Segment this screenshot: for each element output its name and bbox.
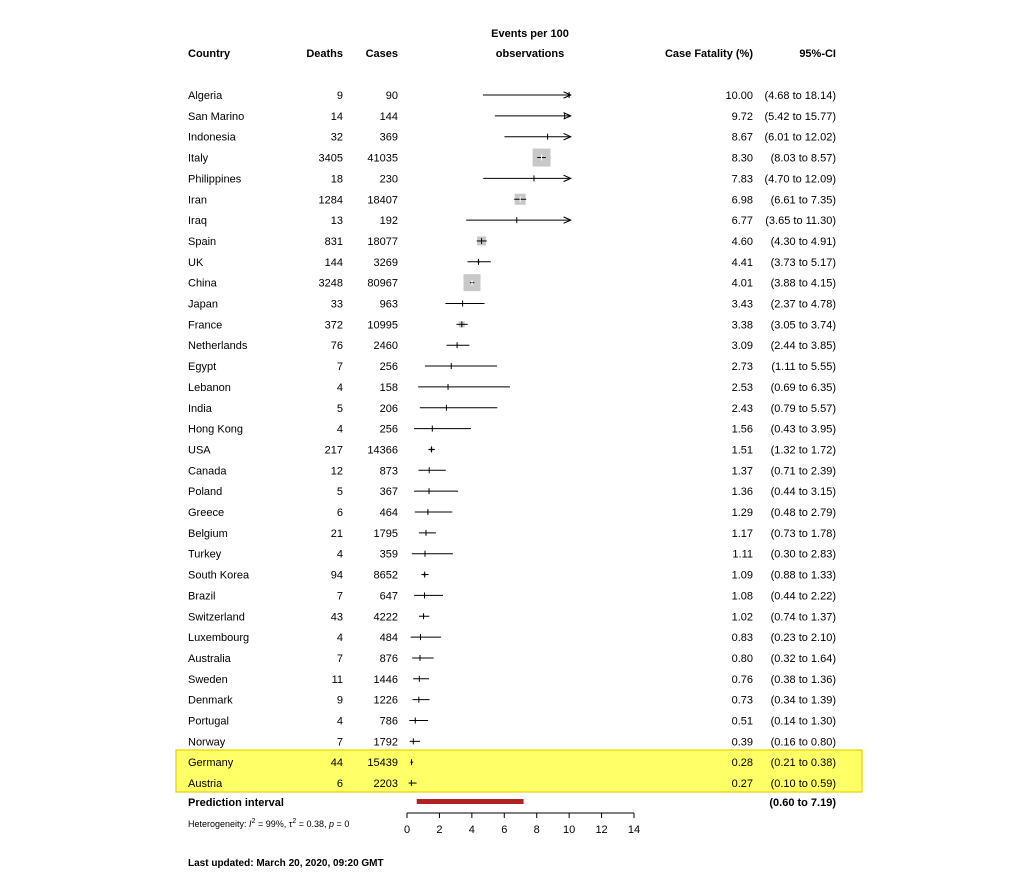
study-row (188, 319, 836, 331)
cases-value: 18407 (367, 194, 398, 207)
deaths-value: 4 (336, 632, 343, 645)
deaths-value: 13 (330, 215, 343, 228)
country-label: Portugal (188, 715, 229, 728)
country-label: UK (188, 256, 204, 269)
header-country: Country (188, 48, 231, 60)
country-label: Germany (188, 757, 234, 770)
deaths-value: 7 (336, 361, 343, 374)
study-row (188, 274, 836, 291)
x-tick-label: 0 (403, 824, 411, 836)
country-label: San Marino (188, 110, 245, 123)
ci-value: (4.30 to 4.91) (770, 235, 836, 248)
study-row (188, 215, 836, 227)
deaths-value: 9 (336, 694, 343, 707)
cases-value: 158 (379, 381, 398, 394)
cfr-value: 2.53 (731, 381, 753, 394)
ci-value: (6.01 to 12.02) (764, 131, 836, 144)
study-row (188, 736, 836, 748)
deaths-value: 11 (331, 673, 343, 686)
ci-value: (8.03 to 8.57) (770, 152, 836, 165)
country-label: Australia (188, 652, 231, 665)
header-axis-line2: observations (495, 48, 565, 60)
country-label: China (188, 277, 217, 290)
cases-value: 144 (379, 110, 398, 123)
study-row (188, 173, 836, 185)
x-tick-label: 6 (501, 824, 508, 836)
study-row (188, 361, 836, 373)
ci-value: (0.69 to 6.35) (770, 381, 836, 394)
last-updated: Last updated: March 20, 2020, 09:20 GMT (188, 858, 384, 869)
study-row (188, 486, 836, 498)
cfr-value: 4.60 (731, 235, 753, 248)
study-row (188, 132, 836, 144)
cfr-value: 1.51 (731, 444, 753, 457)
cfr-value: 6.98 (731, 194, 753, 207)
country-label: Sweden (188, 673, 228, 686)
cases-value: 786 (379, 715, 398, 728)
ci-value: (0.44 to 2.22) (770, 590, 836, 603)
cfr-value: 4.01 (731, 277, 753, 290)
ci-value: (5.42 to 15.77) (764, 110, 836, 123)
deaths-value: 43 (330, 611, 343, 624)
deaths-value: 7 (336, 590, 343, 603)
highlight-band (176, 750, 862, 792)
country-label: Switzerland (188, 611, 245, 624)
deaths-value: 6 (336, 507, 343, 519)
cases-value: 90 (385, 90, 398, 102)
country-label: Iraq (188, 215, 207, 228)
ci-value: (1.11 to 5.55) (771, 361, 836, 374)
ci-value: (0.48 to 2.79) (770, 507, 836, 519)
cases-value: 3269 (373, 256, 398, 269)
cases-value: 873 (379, 465, 398, 478)
cases-value: 464 (379, 507, 398, 519)
deaths-value: 12 (330, 465, 343, 478)
cfr-value: 2.43 (731, 402, 753, 415)
ci-value: (2.44 to 3.85) (770, 340, 836, 353)
ci-value: (0.23 to 2.10) (770, 632, 836, 645)
cfr-value: 1.02 (731, 611, 753, 624)
study-row (188, 507, 836, 519)
cfr-value: 3.43 (731, 298, 753, 311)
country-label: Indonesia (188, 131, 236, 144)
cases-value: 41035 (367, 152, 398, 165)
study-row (188, 194, 836, 207)
cases-value: 1226 (373, 694, 398, 707)
study-row (188, 257, 836, 269)
cfr-value: 1.29 (731, 507, 753, 519)
ci-value: (0.38 to 1.36) (770, 673, 836, 686)
cfr-value: 0.28 (731, 757, 753, 770)
deaths-value: 7 (336, 652, 343, 665)
study-row (188, 674, 836, 686)
cfr-value: 9.72 (731, 110, 753, 123)
cfr-value: 1.11 (732, 548, 753, 561)
country-label: Denmark (188, 694, 233, 707)
ci-value: (3.88 to 4.15) (770, 277, 836, 290)
study-row (188, 570, 836, 582)
study-row (188, 149, 836, 167)
country-label: France (188, 319, 223, 332)
deaths-value: 6 (336, 778, 343, 791)
study-row (188, 549, 836, 561)
deaths-value: 4 (336, 715, 343, 728)
country-label: Japan (188, 298, 218, 311)
ci-value: (0.21 to 0.38) (770, 757, 836, 770)
cases-value: 1446 (373, 673, 398, 686)
study-row (188, 444, 836, 456)
ci-value: (4.68 to 18.14) (764, 90, 836, 102)
study-row (188, 590, 836, 602)
ci-value: (6.61 to 7.35) (770, 194, 836, 207)
country-label: Egypt (188, 361, 217, 374)
ci-value: (0.79 to 5.57) (770, 402, 836, 415)
country-label: Algeria (188, 90, 223, 102)
study-row (188, 465, 836, 477)
deaths-value: 831 (324, 235, 343, 248)
country-label: USA (188, 444, 211, 457)
header-ci: 95%-CI (799, 48, 836, 60)
cases-value: 230 (379, 173, 398, 186)
deaths-value: 5 (336, 402, 343, 415)
ci-value: (0.10 to 0.59) (770, 778, 836, 791)
ci-value: (3.05 to 3.74) (770, 319, 836, 332)
cfr-value: 1.37 (731, 465, 753, 478)
deaths-value: 372 (324, 319, 343, 332)
x-tick-label: 12 (595, 824, 608, 836)
cfr-value: 3.38 (731, 319, 753, 332)
study-row (188, 299, 836, 311)
cfr-value: 1.08 (731, 590, 753, 603)
deaths-value: 5 (336, 486, 343, 499)
study-row (188, 111, 836, 123)
cfr-value: 2.73 (731, 361, 753, 374)
header-axis-line1: Events per 100 (491, 28, 569, 40)
cases-value: 1792 (373, 736, 398, 749)
x-axis (404, 813, 640, 836)
study-row (188, 382, 836, 394)
x-tick-label: 4 (468, 824, 475, 836)
cases-value: 8652 (373, 569, 398, 582)
deaths-value: 4 (336, 381, 343, 394)
x-tick-label: 2 (436, 824, 443, 836)
ci-value: (0.74 to 1.37) (770, 611, 836, 624)
deaths-value: 7 (336, 736, 343, 749)
cfr-value: 8.67 (731, 131, 753, 144)
study-row (188, 424, 836, 436)
cases-value: 4222 (373, 611, 398, 624)
cfr-value: 7.83 (731, 173, 753, 186)
header-cfr: Case Fatality (%) (664, 48, 753, 60)
cases-value: 2460 (373, 340, 398, 353)
cfr-value: 1.09 (731, 569, 753, 582)
x-tick-label: 14 (627, 824, 641, 836)
cases-value: 192 (379, 215, 398, 228)
deaths-value: 3248 (318, 277, 343, 290)
deaths-value: 144 (324, 256, 343, 269)
country-label: Philippines (188, 173, 242, 186)
deaths-value: 4 (336, 423, 343, 436)
cases-value: 14366 (367, 444, 398, 457)
study-row (188, 236, 836, 248)
deaths-value: 94 (330, 569, 343, 582)
ci-value: (1.32 to 1.72) (770, 444, 836, 457)
country-label: Poland (188, 486, 223, 499)
prediction-interval-label: Prediction interval (188, 797, 284, 809)
deaths-value: 33 (330, 298, 343, 311)
cases-value: 369 (379, 131, 398, 144)
country-label: India (188, 402, 212, 415)
study-row (188, 611, 836, 623)
ci-value: (0.73 to 1.78) (770, 527, 836, 540)
country-label: South Korea (188, 569, 250, 582)
country-label: Luxembourg (188, 632, 250, 645)
ci-value: (0.43 to 3.95) (770, 423, 836, 436)
study-row (188, 90, 836, 102)
cfr-value: 0.80 (731, 652, 753, 665)
deaths-value: 21 (330, 527, 343, 540)
cases-value: 80967 (367, 277, 398, 290)
cfr-value: 1.17 (731, 527, 753, 540)
prediction-interval-ci: (0.60 to 7.19) (769, 797, 836, 809)
cases-value: 256 (379, 423, 398, 436)
country-label: Iran (188, 194, 207, 207)
deaths-value: 4 (336, 548, 343, 561)
ci-value: (0.44 to 3.15) (770, 486, 836, 499)
deaths-value: 9 (336, 90, 343, 102)
cases-value: 1795 (373, 527, 398, 540)
x-tick-label: 10 (563, 824, 576, 836)
country-label: Hong Kong (188, 423, 244, 436)
cases-value: 256 (379, 361, 398, 374)
cases-value: 10995 (367, 319, 398, 332)
study-row (188, 716, 836, 728)
cases-value: 876 (379, 652, 398, 665)
deaths-value: 3405 (318, 152, 343, 165)
cfr-value: 3.09 (731, 340, 753, 353)
country-label: Greece (188, 507, 225, 519)
cfr-value: 6.77 (731, 215, 753, 228)
cfr-value: 0.83 (731, 632, 753, 645)
cases-value: 206 (379, 402, 398, 415)
cases-value: 359 (379, 548, 398, 561)
ci-value: (0.30 to 2.83) (770, 548, 836, 561)
header-cases: Cases (365, 48, 398, 60)
deaths-value: 32 (330, 131, 343, 144)
country-label: Austria (188, 778, 223, 791)
cfr-value: 0.27 (731, 778, 753, 791)
cfr-value: 0.51 (731, 715, 753, 728)
study-row (188, 653, 836, 665)
cases-value: 18077 (367, 235, 398, 248)
study-row (188, 632, 836, 644)
ci-value: (0.71 to 2.39) (770, 465, 836, 478)
country-label: Norway (188, 736, 226, 749)
ci-value: (0.88 to 1.33) (770, 569, 836, 582)
cfr-value: 1.36 (731, 486, 753, 499)
country-label: Spain (188, 235, 217, 248)
header-deaths: Deaths (306, 48, 343, 60)
ci-value: (0.14 to 1.30) (770, 715, 836, 728)
country-label: Italy (188, 152, 209, 165)
deaths-value: 18 (330, 173, 343, 186)
deaths-value: 217 (324, 444, 343, 457)
country-label: Canada (188, 465, 227, 478)
ci-value: (3.73 to 5.17) (770, 256, 836, 269)
ci-value: (0.32 to 1.64) (770, 652, 836, 665)
cfr-value: 0.39 (731, 736, 753, 749)
cases-value: 647 (379, 590, 398, 603)
deaths-value: 1284 (318, 194, 343, 207)
country-label: Belgium (188, 527, 228, 540)
ci-value: (2.37 to 4.78) (770, 298, 836, 311)
cases-value: 367 (379, 486, 398, 499)
cfr-value: 0.73 (731, 694, 753, 707)
deaths-value: 76 (330, 340, 343, 353)
country-label: Brazil (188, 590, 216, 603)
study-rows (188, 90, 836, 790)
heterogeneity-text: Heterogeneity: $I^2 = 99\%$, $\tau^2 = 0.38$, p = 0 (188, 818, 350, 829)
ci-value: (3.65 to 11.30) (765, 215, 836, 228)
cfr-value: 4.41 (731, 256, 753, 269)
country-label: Turkey (188, 548, 222, 561)
deaths-value: 44 (330, 757, 343, 770)
ci-value: (0.16 to 0.80) (770, 736, 836, 749)
ci-value: (0.34 to 1.39) (770, 694, 836, 707)
study-row (188, 528, 836, 540)
cases-value: 963 (379, 298, 398, 311)
cases-value: 2203 (373, 778, 398, 791)
ci-value: (4.70 to 12.09) (764, 173, 836, 186)
study-row (188, 403, 836, 415)
prediction-interval-bar (417, 799, 524, 804)
cases-value: 484 (379, 632, 398, 645)
country-label: Netherlands (188, 340, 248, 353)
cfr-value: 8.30 (731, 152, 753, 165)
cfr-value: 0.76 (731, 673, 753, 686)
country-label: Lebanon (188, 381, 231, 394)
deaths-value: 14 (330, 110, 343, 123)
cfr-value: 1.56 (731, 423, 753, 436)
study-row (188, 340, 836, 352)
study-row (188, 695, 836, 707)
cfr-value: 10.00 (725, 90, 753, 102)
cases-value: 15439 (367, 757, 398, 770)
x-tick-label: 8 (533, 824, 540, 836)
